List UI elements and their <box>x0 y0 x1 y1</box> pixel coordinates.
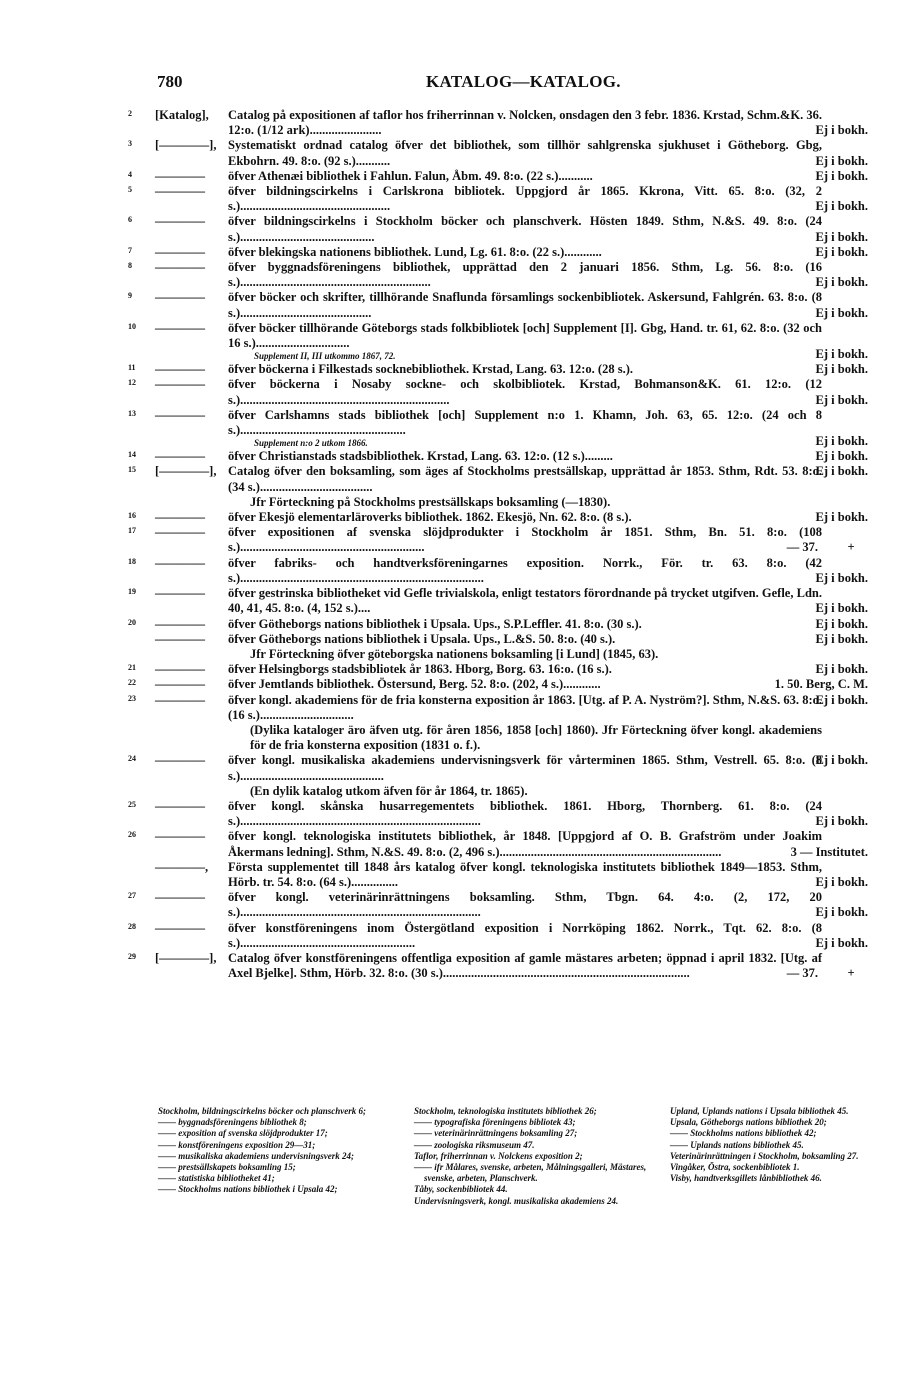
catalog-entry <box>128 890 868 920</box>
index-entry: Taflor, friherrinnan v. Nolckens exposition 2; <box>414 1150 583 1161</box>
entry-cross-mark: + <box>847 966 855 981</box>
entry-cross-reference: Jfr Förteckning öfver göteborgska nationens boksamling [i Lund] (1845, 63). <box>250 646 659 661</box>
entry-lead: ———— <box>155 184 205 199</box>
index-entry: Undervisningsverk, kongl. musikaliska akademiens 24. <box>414 1195 619 1206</box>
availability-text: Ej i bokh. <box>815 905 868 920</box>
catalog-entry <box>128 377 868 407</box>
entry-description: öfver böckerna i Nosaby sockne- och skolbibliotek. Krstad, Bohmanson&K. 61. 12:o. (12 s.)................................................................... <box>228 377 822 407</box>
availability-text: Ej i bokh. <box>815 616 868 631</box>
entry-description: öfver gestrinska bibliotheket vid Gefle trivialskola, enligt testators förordnande på trycket utgifven. Gefle, Ldn. 40, 41, 45. 8:o. (4, 152 s.).... <box>228 586 822 616</box>
entry-description: öfver kongl. akademiens för de fria konsterna exposition år 1863. [Utg. af P. A. Nyström?]. Sthm, N.&S. 63. 8:o. (16 s.).............................. <box>228 692 822 722</box>
availability-text: Ej i bokh. <box>815 362 868 377</box>
availability-text: Ej i bokh. <box>815 123 868 138</box>
entry-lead: [————], <box>155 138 217 153</box>
catalog-entry <box>128 290 868 320</box>
index-entry: —— statistiska bibliotheket 41; <box>158 1173 275 1184</box>
entry-description: öfver Christianstads stadsbibliothek. Krstad, Lang. 63. 12:o. (12 s.)......... <box>228 449 613 464</box>
entry-availability <box>728 753 868 768</box>
index-entry: —— ifr Målares, svenske, arbeten, Målningsgalleri, Mästares, svenske, arbeten, Planschverk. <box>414 1162 647 1184</box>
catalog-entry <box>128 138 868 168</box>
entry-description: öfver byggnadsföreningens bibliothek, upprättad den 2 januari 1856. Sthm, Lg. 56. 8:o. (16 s.)............................................................. <box>228 260 822 290</box>
entry-lead: ———— <box>155 829 205 844</box>
entry-availability <box>728 936 868 951</box>
entry-availability <box>728 199 868 214</box>
entries-list <box>128 108 868 981</box>
entry-description: öfver böcker och skrifter, tillhörande Snaflunda församlings sockenbibliotek. Askersund, Fahlgrén. 63. 8:o. (8 s.).......................................... <box>228 290 822 320</box>
entry-description: öfver Götheborgs nations bibliothek i Upsala. Ups., L.&S. 50. 8:o. (40 s.). <box>228 631 616 646</box>
entry-lead: ———— <box>155 692 205 707</box>
entry-availability <box>728 875 868 890</box>
entry-availability <box>728 571 868 586</box>
entry-lead: ———— <box>155 677 205 692</box>
index-entry: —— zoologiska riksmuseum 47. <box>414 1139 535 1150</box>
catalog-entry <box>128 260 868 290</box>
entry-description: öfver bildningscirkelns i Carlskrona bibliotek. Uppgjord år 1865. Kkrona, Vitt. 65. 8:o. (32, 2 s.)................................................ <box>228 184 822 214</box>
availability-text: Ej i bokh. <box>815 601 868 616</box>
catalog-entry <box>128 408 868 449</box>
entry-number: 29 <box>128 951 136 961</box>
availability-text: Ej i bokh. <box>815 935 868 950</box>
index-entry: —— konstföreningens exposition 29—31; <box>158 1139 316 1150</box>
index-entry: Upland, Uplands nations i Upsala bibliothek 45. <box>670 1106 849 1116</box>
catalog-entry <box>128 829 868 859</box>
entry-number: 9 <box>128 291 132 301</box>
availability-text: Ej i bokh. <box>815 153 868 168</box>
entry-number: 16 <box>128 511 136 521</box>
entry-availability <box>728 362 868 377</box>
entry-number: 27 <box>128 891 136 901</box>
entry-supplement-note: Supplement n:o 2 utkom 1866. <box>254 438 368 449</box>
entry-description: öfver Götheborgs nations bibliothek i Upsala. Ups., S.P.Leffler. 41. 8:o. (30 s.). <box>228 616 642 631</box>
availability-text: Ej i bokh. <box>815 275 868 290</box>
entry-lead: ———— <box>155 168 205 183</box>
catalog-entry <box>128 464 868 510</box>
entry-description: öfver kongl. teknologiska institutets bibliothek, år 1848. [Uppgjord af O. B. Grafström under Joakim Åkermans ledning]. Sthm, N.&S. 49. 8:o. (2, 496 s.)....................................................................... <box>228 829 822 859</box>
entry-number: 2 <box>128 109 132 118</box>
availability-text: 3 — Institutet. <box>790 844 868 859</box>
entry-availability <box>728 347 868 362</box>
entry-number: 28 <box>128 921 136 931</box>
entry-description: Catalog på expositionen af taflor hos friherrinnan v. Nolcken, onsdagen den 3 febr. 1836. Krstad, Schm.&K. 36. 12:o. (1/12 ark)....................... <box>228 108 822 138</box>
entry-lead: ———— <box>155 449 205 464</box>
page-number: 780 <box>157 72 183 91</box>
entry-availability <box>728 464 868 479</box>
index-entry: Vingåker, Östra, sockenbibliotek 1. <box>670 1162 800 1173</box>
entry-lead: ———— <box>155 753 205 768</box>
entry-availability <box>728 905 868 920</box>
availability-text: Ej i bokh. <box>815 199 868 214</box>
entry-number: 20 <box>128 617 136 627</box>
entry-lead: [————], <box>155 464 217 479</box>
entry-lead: ———— <box>155 616 205 631</box>
entry-lead: ———— <box>155 662 205 677</box>
catalog-entry <box>128 245 868 260</box>
entry-availability <box>728 434 868 449</box>
entry-availability <box>728 632 868 647</box>
index-entry: Veterinärinrättningen i Stockholm, boksamling 27. <box>670 1150 859 1161</box>
availability-text: Ej i bokh. <box>815 244 868 259</box>
entry-availability <box>728 123 868 138</box>
entry-availability <box>728 814 868 829</box>
entry-lead: ———— <box>155 586 205 601</box>
availability-text: Ej i bokh. <box>815 814 868 829</box>
catalog-entry <box>128 184 868 214</box>
catalog-entry <box>128 799 868 829</box>
catalog-entry <box>128 525 868 555</box>
index-column-1 <box>158 1106 398 1196</box>
running-title: KATALOG—KATALOG. <box>426 72 621 91</box>
catalog-entry <box>128 753 868 799</box>
entry-lead: ————, <box>155 859 209 874</box>
entry-cross-reference: Jfr Förteckning på Stockholms prestsällskaps boksamling (—1830). <box>250 494 611 509</box>
availability-text: Ej i bokh. <box>815 631 868 646</box>
entry-availability <box>728 169 868 184</box>
entry-availability <box>728 393 868 408</box>
entry-number: 6 <box>128 215 132 225</box>
entry-description: öfver fabriks- och handtverksföreningarnes exposition. Norrk., För. tr. 63. 8:o. (42 s.).............................................................................. <box>228 555 822 585</box>
entry-lead: ———— <box>155 290 205 305</box>
availability-text: Ej i bokh. <box>815 434 868 449</box>
entry-lead: ———— <box>155 631 205 646</box>
entry-lead: ———— <box>155 890 205 905</box>
entry-number: 23 <box>128 693 136 703</box>
entry-lead: ———— <box>155 555 205 570</box>
entry-number: 18 <box>128 556 136 566</box>
entry-number: 15 <box>128 465 136 475</box>
catalog-entry <box>128 362 868 377</box>
index-column-2 <box>414 1106 654 1207</box>
entry-price: — 37. <box>786 966 818 981</box>
entry-lead: ———— <box>155 244 205 259</box>
entry-number: 4 <box>128 169 132 179</box>
entry-availability <box>728 540 868 555</box>
entry-availability <box>728 693 868 708</box>
entry-number: 22 <box>128 678 136 688</box>
catalog-entry <box>128 632 868 662</box>
availability-text: Ej i bokh. <box>815 305 868 320</box>
availability-text: Ej i bokh. <box>815 753 868 768</box>
index-entry: Stockholm, teknologiska institutets bibliothek 26; <box>414 1106 597 1116</box>
entry-cross-reference: (Dylika kataloger äro äfven utg. för åren 1856, 1858 [och] 1860). Jfr Förteckning öfver kongl. akademiens för de fria konsterna exposition (1831 o. f.). <box>250 722 822 753</box>
availability-text: Ej i bokh. <box>815 510 868 525</box>
catalog-entry <box>128 449 868 464</box>
entry-lead: ———— <box>155 260 205 275</box>
entry-availability <box>728 966 868 981</box>
catalog-entry <box>128 921 868 951</box>
catalog-entry <box>128 951 868 981</box>
entry-availability <box>728 510 868 525</box>
catalog-entry <box>128 169 868 184</box>
entry-lead: ———— <box>155 320 205 335</box>
availability-text: Ej i bokh. <box>815 662 868 677</box>
index-entry: —— exposition af svenska slöjdprodukter 17; <box>158 1128 328 1139</box>
entry-availability <box>728 245 868 260</box>
entry-description: Systematiskt ordnad catalog öfver det bibliothek, som tillhör sahlgrenska sjukhuset i Götheborg. Gbg, Ekbohrn. 49. 8:o. (92 s.)........... <box>228 138 822 168</box>
entry-description: Catalog öfver den boksamling, som äges af Stockholms prestsällskap, upprättad år 1853. Sthm, Rdt. 53. 8:o. (34 s.).................................... <box>228 464 822 494</box>
entry-description: öfver böcker tillhörande Göteborgs stads folkbibliotek [och] Supplement [I]. Gbg, Hand. tr. 61, 62. 8:o. (32 och 16 s.).............................. <box>228 320 822 351</box>
entry-availability <box>728 275 868 290</box>
availability-text: Ej i bokh. <box>815 347 868 362</box>
entry-lead: ———— <box>155 510 205 525</box>
entry-number: 17 <box>128 526 136 536</box>
entry-description: öfver Helsingborgs stadsbibliotek år 1863. Hborg, Borg. 63. 16:o. (16 s.). <box>228 662 612 677</box>
catalog-entry <box>128 556 868 586</box>
availability-text: Ej i bokh. <box>815 392 868 407</box>
entry-number: 11 <box>128 363 136 373</box>
entry-supplement-note: Supplement II, III utkommo 1867, 72. <box>254 351 396 362</box>
entry-number: 3 <box>128 139 132 149</box>
index-entry: —— Uplands nations bibliothek 45. <box>670 1139 804 1150</box>
entry-availability <box>728 677 868 692</box>
entry-cross-reference: (En dylik katalog utkom äfven för år 1864, tr. 1865). <box>250 783 528 798</box>
index-entry: Visby, handtverksgillets lånbibliothek 46. <box>670 1173 822 1184</box>
availability-text: Ej i bokh. <box>815 570 868 585</box>
entry-lead: ———— <box>155 798 205 813</box>
entry-description: öfver kongl. veterinärinrättningens boksamling. Sthm, Tbgn. 64. 4:o. (2, 172, 20 s.)............................................................................. <box>228 890 822 920</box>
entry-number: 24 <box>128 754 136 764</box>
index-entry: —— prestsällskapets boksamling 15; <box>158 1162 296 1173</box>
entry-number: 10 <box>128 321 136 331</box>
entry-number: 21 <box>128 663 136 673</box>
entry-lead: ———— <box>155 214 205 229</box>
entry-number: 12 <box>128 378 136 388</box>
entry-description: öfver Carlshamns stads bibliothek [och] Supplement n:o 1. Khamn, Joh. 63, 65. 12:o. (24 och 8 s.)..................................................... <box>228 407 822 438</box>
catalog-entry <box>128 860 868 890</box>
entry-description: öfver konstföreningens inom Östergötland exposition i Norrköping 1862. Norrk., Tqt. 62. 8:o. (8 s.)........................................................ <box>228 920 822 950</box>
entry-availability <box>728 306 868 321</box>
entry-lead: ———— <box>155 525 205 540</box>
availability-text: Ej i bokh. <box>815 692 868 707</box>
index-entry: —— typografiska föreningens bibliotek 43; <box>414 1117 576 1128</box>
catalog-entry <box>128 108 868 138</box>
entry-lead: ———— <box>155 920 205 935</box>
entry-number: 7 <box>128 245 132 255</box>
entry-price: — 37. <box>786 540 818 555</box>
entry-availability <box>728 154 868 169</box>
index-entry: Upsala, Götheborgs nations bibliothek 20; <box>670 1117 827 1128</box>
entry-description: öfver expositionen af svenska slöjdprodukter i Stockholm år 1851. Sthm, Bn. 51. 8:o. (108 s.)........................................................... <box>228 525 822 555</box>
availability-text: Ej i bokh. <box>815 874 868 889</box>
catalog-entry <box>128 321 868 362</box>
entry-availability <box>728 662 868 677</box>
index-column-3 <box>670 1106 910 1184</box>
entry-lead: ———— <box>155 362 205 377</box>
entry-description: öfver Ekesjö elementarläroverks bibliothek. 1862. Ekesjö, Nn. 62. 8:o. (8 s.). <box>228 510 632 525</box>
entry-number: 13 <box>128 408 136 418</box>
entry-number: 8 <box>128 261 132 271</box>
entry-number: 26 <box>128 830 136 840</box>
entry-lead: [Katalog], <box>155 108 209 122</box>
entry-description: öfver böckerna i Filkestads socknebibliothek. Krstad, Lang. 63. 12:o. (28 s.). <box>228 362 633 377</box>
entry-description: öfver Jemtlands bibliothek. Östersund, Berg. 52. 8:o. (202, 4 s.)............ <box>228 677 601 692</box>
entry-cross-mark: + <box>847 540 855 555</box>
availability-text: Ej i bokh. <box>815 168 868 183</box>
index-entry: —— musikaliska akademiens undervisningsverk 24; <box>158 1150 355 1161</box>
index-entry: —— Stockholms nations bibliothek i Upsala 42; <box>158 1184 338 1195</box>
availability-text: Ej i bokh. <box>815 229 868 244</box>
entry-availability <box>728 617 868 632</box>
catalog-entry <box>128 693 868 754</box>
index-entry: —— veterinärinrättningens boksamling 27; <box>414 1128 578 1139</box>
entry-lead: ———— <box>155 407 205 422</box>
index-entry: —— Stockholms nations bibliothek 42; <box>670 1128 817 1139</box>
catalog-entry <box>128 510 868 525</box>
entry-description: Första supplementet till 1848 års katalog öfver kongl. teknologiska institutets bibliothek 1849—1853. Sthm, Hörb. tr. 54. 8:o. (64 s.)............... <box>228 859 822 889</box>
catalog-entry <box>128 586 868 616</box>
catalog-entry <box>128 214 868 244</box>
availability-text: Ej i bokh. <box>815 464 868 479</box>
entry-description: öfver blekingska nationens bibliothek. Lund, Lg. 61. 8:o. (22 s.)............ <box>228 244 602 259</box>
entry-description: Catalog öfver konstföreningens offentliga exposition af gamle mästares arbeten; öppnad i april 1832. [Utg. af Axel Bjelke]. Sthm, Hörb. 32. 8:o. (30 s.)............................................................................... <box>228 950 822 981</box>
availability-text: Ej i bokh. <box>815 449 868 464</box>
entry-description: öfver kongl. musikaliska akademiens undervisningsverk för vårterminen 1865. Sthm, Vestrell. 65. 8:o. (8 s.).............................................. <box>228 753 822 783</box>
entry-availability <box>728 230 868 245</box>
entry-number: 19 <box>128 587 136 597</box>
catalog-entry <box>128 617 868 632</box>
index-entry: Tåby, sockenbibliotek 44. <box>414 1184 508 1195</box>
entry-lead: [————], <box>155 950 217 965</box>
entry-number: 14 <box>128 450 136 460</box>
entry-number: 5 <box>128 185 132 195</box>
entry-description: öfver kongl. skånska husarregementets bibliothek. 1861. Hborg, Thornberg. 61. 8:o. (24 s.)............................................................................. <box>228 798 822 829</box>
entry-number: 25 <box>128 799 136 809</box>
entry-availability <box>728 601 868 616</box>
entry-description: öfver Athenæi bibliothek i Fahlun. Falun, Åbm. 49. 8:o. (22 s.)........... <box>228 168 593 183</box>
entry-availability <box>728 449 868 464</box>
entry-availability <box>728 845 868 860</box>
availability-text: 1. 50. Berg, C. M. <box>774 677 868 692</box>
index-entry: —— byggnadsföreningens bibliothek 8; <box>158 1117 307 1128</box>
index-entry: Stockholm, bildningscirkelns böcker och planschverk 6; <box>158 1106 367 1116</box>
entry-lead: ———— <box>155 377 205 392</box>
catalog-entry <box>128 662 868 677</box>
entry-description: öfver bildningscirkelns i Stockholm böcker och planschverk. Hösten 1849. Sthm, N.&S. 49. 8:o. (24 s.)........................................... <box>228 214 822 244</box>
catalog-entry <box>128 677 868 692</box>
